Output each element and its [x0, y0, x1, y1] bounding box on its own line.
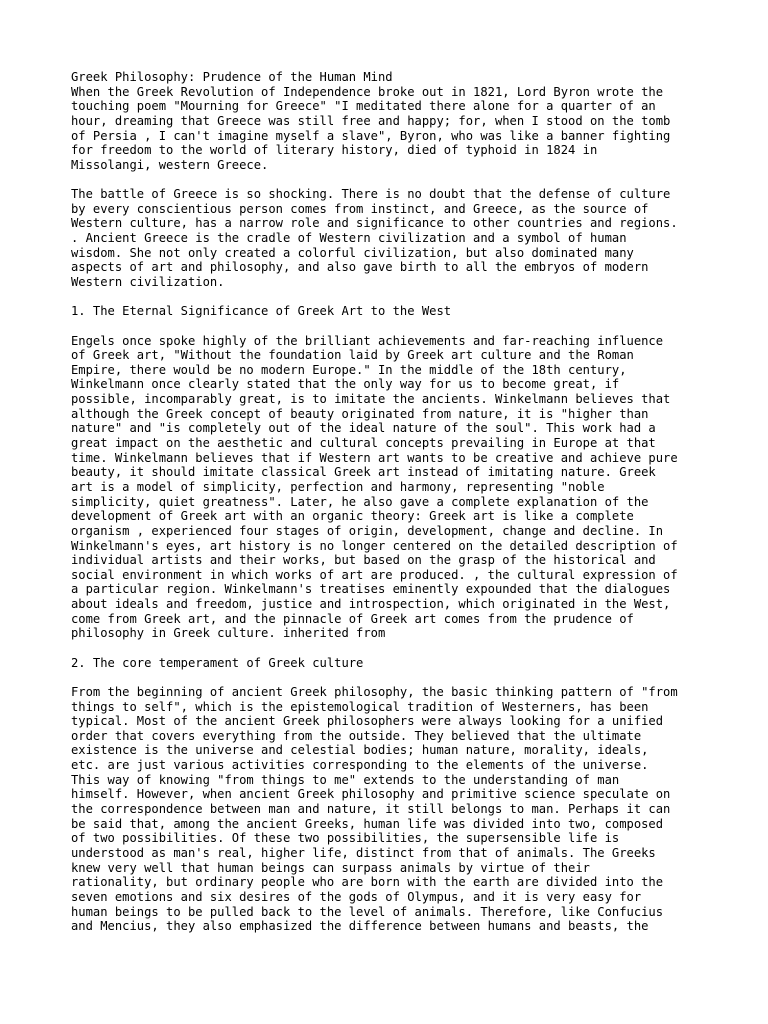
text-line: The battle of Greece is so shocking. There is no doubt that the defense of culture	[71, 187, 671, 202]
text-line: typical. Most of the ancient Greek philosophers were always looking for a unified	[71, 714, 664, 729]
text-line: be said that, among the ancient Greeks, human life was divided into two, composed	[71, 816, 664, 831]
text-line: human beings to be pulled back to the level of animals. Therefore, like Confucius	[71, 904, 664, 919]
text-line: nature" and "is completely out of the ideal nature of the soul". This work had a	[71, 421, 656, 436]
text-line: aspects of art and philosophy, and also gave birth to all the embryos of modern	[71, 260, 649, 275]
text-line: Missolangi, western Greece.	[71, 157, 269, 172]
text-line: From the beginning of ancient Greek philosophy, the basic thinking pattern of "from	[71, 684, 678, 699]
text-line: for freedom to the world of literary history, died of typhoid in 1824 in	[71, 143, 598, 158]
blank-line	[71, 319, 728, 334]
text-line: This way of knowing "from things to me" extends to the understanding of man	[71, 772, 620, 787]
text-line: Western civilization.	[71, 274, 225, 289]
text-line: great impact on the aesthetic and cultural concepts prevailing in Europe at that	[71, 436, 656, 451]
text-line: beauty, it should imitate classical Greek art instead of imitating nature. Greek	[71, 465, 656, 480]
text-line: hour, dreaming that Greece was still free and happy; for, when I stood on the tomb	[71, 113, 671, 128]
text-line: individual artists and their works, but based on the grasp of the historical and	[71, 553, 656, 568]
text-line: social environment in which works of art are produced. , the cultural expression of	[71, 567, 678, 582]
text-line: organism , experienced four stages of origin, development, change and decline. In	[71, 523, 664, 538]
text-line: simplicity, quiet greatness". Later, he also gave a complete explanation of the	[71, 494, 649, 509]
text-line: existence is the universe and celestial bodies; human nature, morality, ideals,	[71, 743, 649, 758]
text-line: order that covers everything from the outside. They believed that the ultimate	[71, 728, 642, 743]
text-line: and Mencius, they also emphasized the difference between humans and beasts, the	[71, 919, 649, 934]
text-line: knew very well that human beings can surpass animals by virtue of their	[71, 860, 590, 875]
text-line: seven emotions and six desires of the gods of Olympus, and it is very easy for	[71, 889, 642, 904]
blank-line	[71, 172, 728, 187]
text-line: Engels once spoke highly of the brilliant achievements and far-reaching influence	[71, 333, 664, 348]
text-line: Western culture, has a narrow role and significance to other countries and regions.	[71, 216, 678, 231]
blank-line	[71, 641, 728, 656]
text-line: 1. The Eternal Significance of Greek Art to the West	[71, 304, 452, 319]
text-line: by every conscientious person comes from instinct, and Greece, as the source of	[71, 201, 649, 216]
text-line: Empire, there would be no modern Europe." In the middle of the 18th century,	[71, 362, 627, 377]
text-line: Winkelmann once clearly stated that the only way for us to become great, if	[71, 377, 620, 392]
text-line: of Greek art, "Without the foundation laid by Greek art culture and the Roman	[71, 348, 634, 363]
text-line: development of Greek art with an organic theory: Greek art is like a complete	[71, 509, 634, 524]
text-line: philosophy in Greek culture. inherited from	[71, 626, 386, 641]
text-line: although the Greek concept of beauty originated from nature, it is "higher than	[71, 406, 649, 421]
text-line: art is a model of simplicity, perfection and harmony, representing "noble	[71, 479, 605, 494]
text-line: Winkelmann's eyes, art history is no longer centered on the detailed description of	[71, 538, 678, 553]
text-line: of Persia , I can't imagine myself a slave", Byron, who was like a banner fighting	[71, 128, 671, 143]
text-line: 2. The core temperament of Greek culture	[71, 655, 364, 670]
text-line: wisdom. She not only created a colorful civilization, but also dominated many	[71, 245, 634, 260]
text-line: about ideals and freedom, justice and introspection, which originated in the West,	[71, 597, 671, 612]
text-line: rationality, but ordinary people who are born with the earth are divided into the	[71, 875, 664, 890]
text-line: possible, incomparably great, is to imitate the ancients. Winkelmann believes that	[71, 392, 671, 407]
text-line: Greek Philosophy: Prudence of the Human Mind	[71, 70, 393, 84]
text-line: etc. are just various activities corresponding to the elements of the universe.	[71, 758, 649, 773]
text-line: the correspondence between man and nature, it still belongs to man. Perhaps it can	[71, 802, 671, 817]
text-line: himself. However, when ancient Greek philosophy and primitive science speculate on	[71, 787, 671, 802]
text-line: a particular region. Winkelmann's treatises eminently expounded that the dialogues	[71, 582, 671, 597]
blank-line	[71, 290, 728, 305]
text-line: understood as man's real, higher life, distinct from that of animals. The Greeks	[71, 845, 656, 860]
text-line: time. Winkelmann believes that if Western art wants to be creative and achieve pure	[71, 450, 678, 465]
text-line: come from Greek art, and the pinnacle of Greek art comes from the prudence of	[71, 611, 634, 626]
blank-line	[71, 670, 728, 685]
text-line: When the Greek Revolution of Independence broke out in 1821, Lord Byron wrote the	[71, 84, 664, 99]
text-line: of two possibilities. Of these two possibilities, the supersensible life is	[71, 831, 620, 846]
text-line: . Ancient Greece is the cradle of Western civilization and a symbol of human	[71, 231, 627, 246]
text-line: things to self", which is the epistemological tradition of Westerners, has been	[71, 699, 649, 714]
text-line: touching poem "Mourning for Greece" "I meditated there alone for a quarter of an	[71, 99, 656, 114]
